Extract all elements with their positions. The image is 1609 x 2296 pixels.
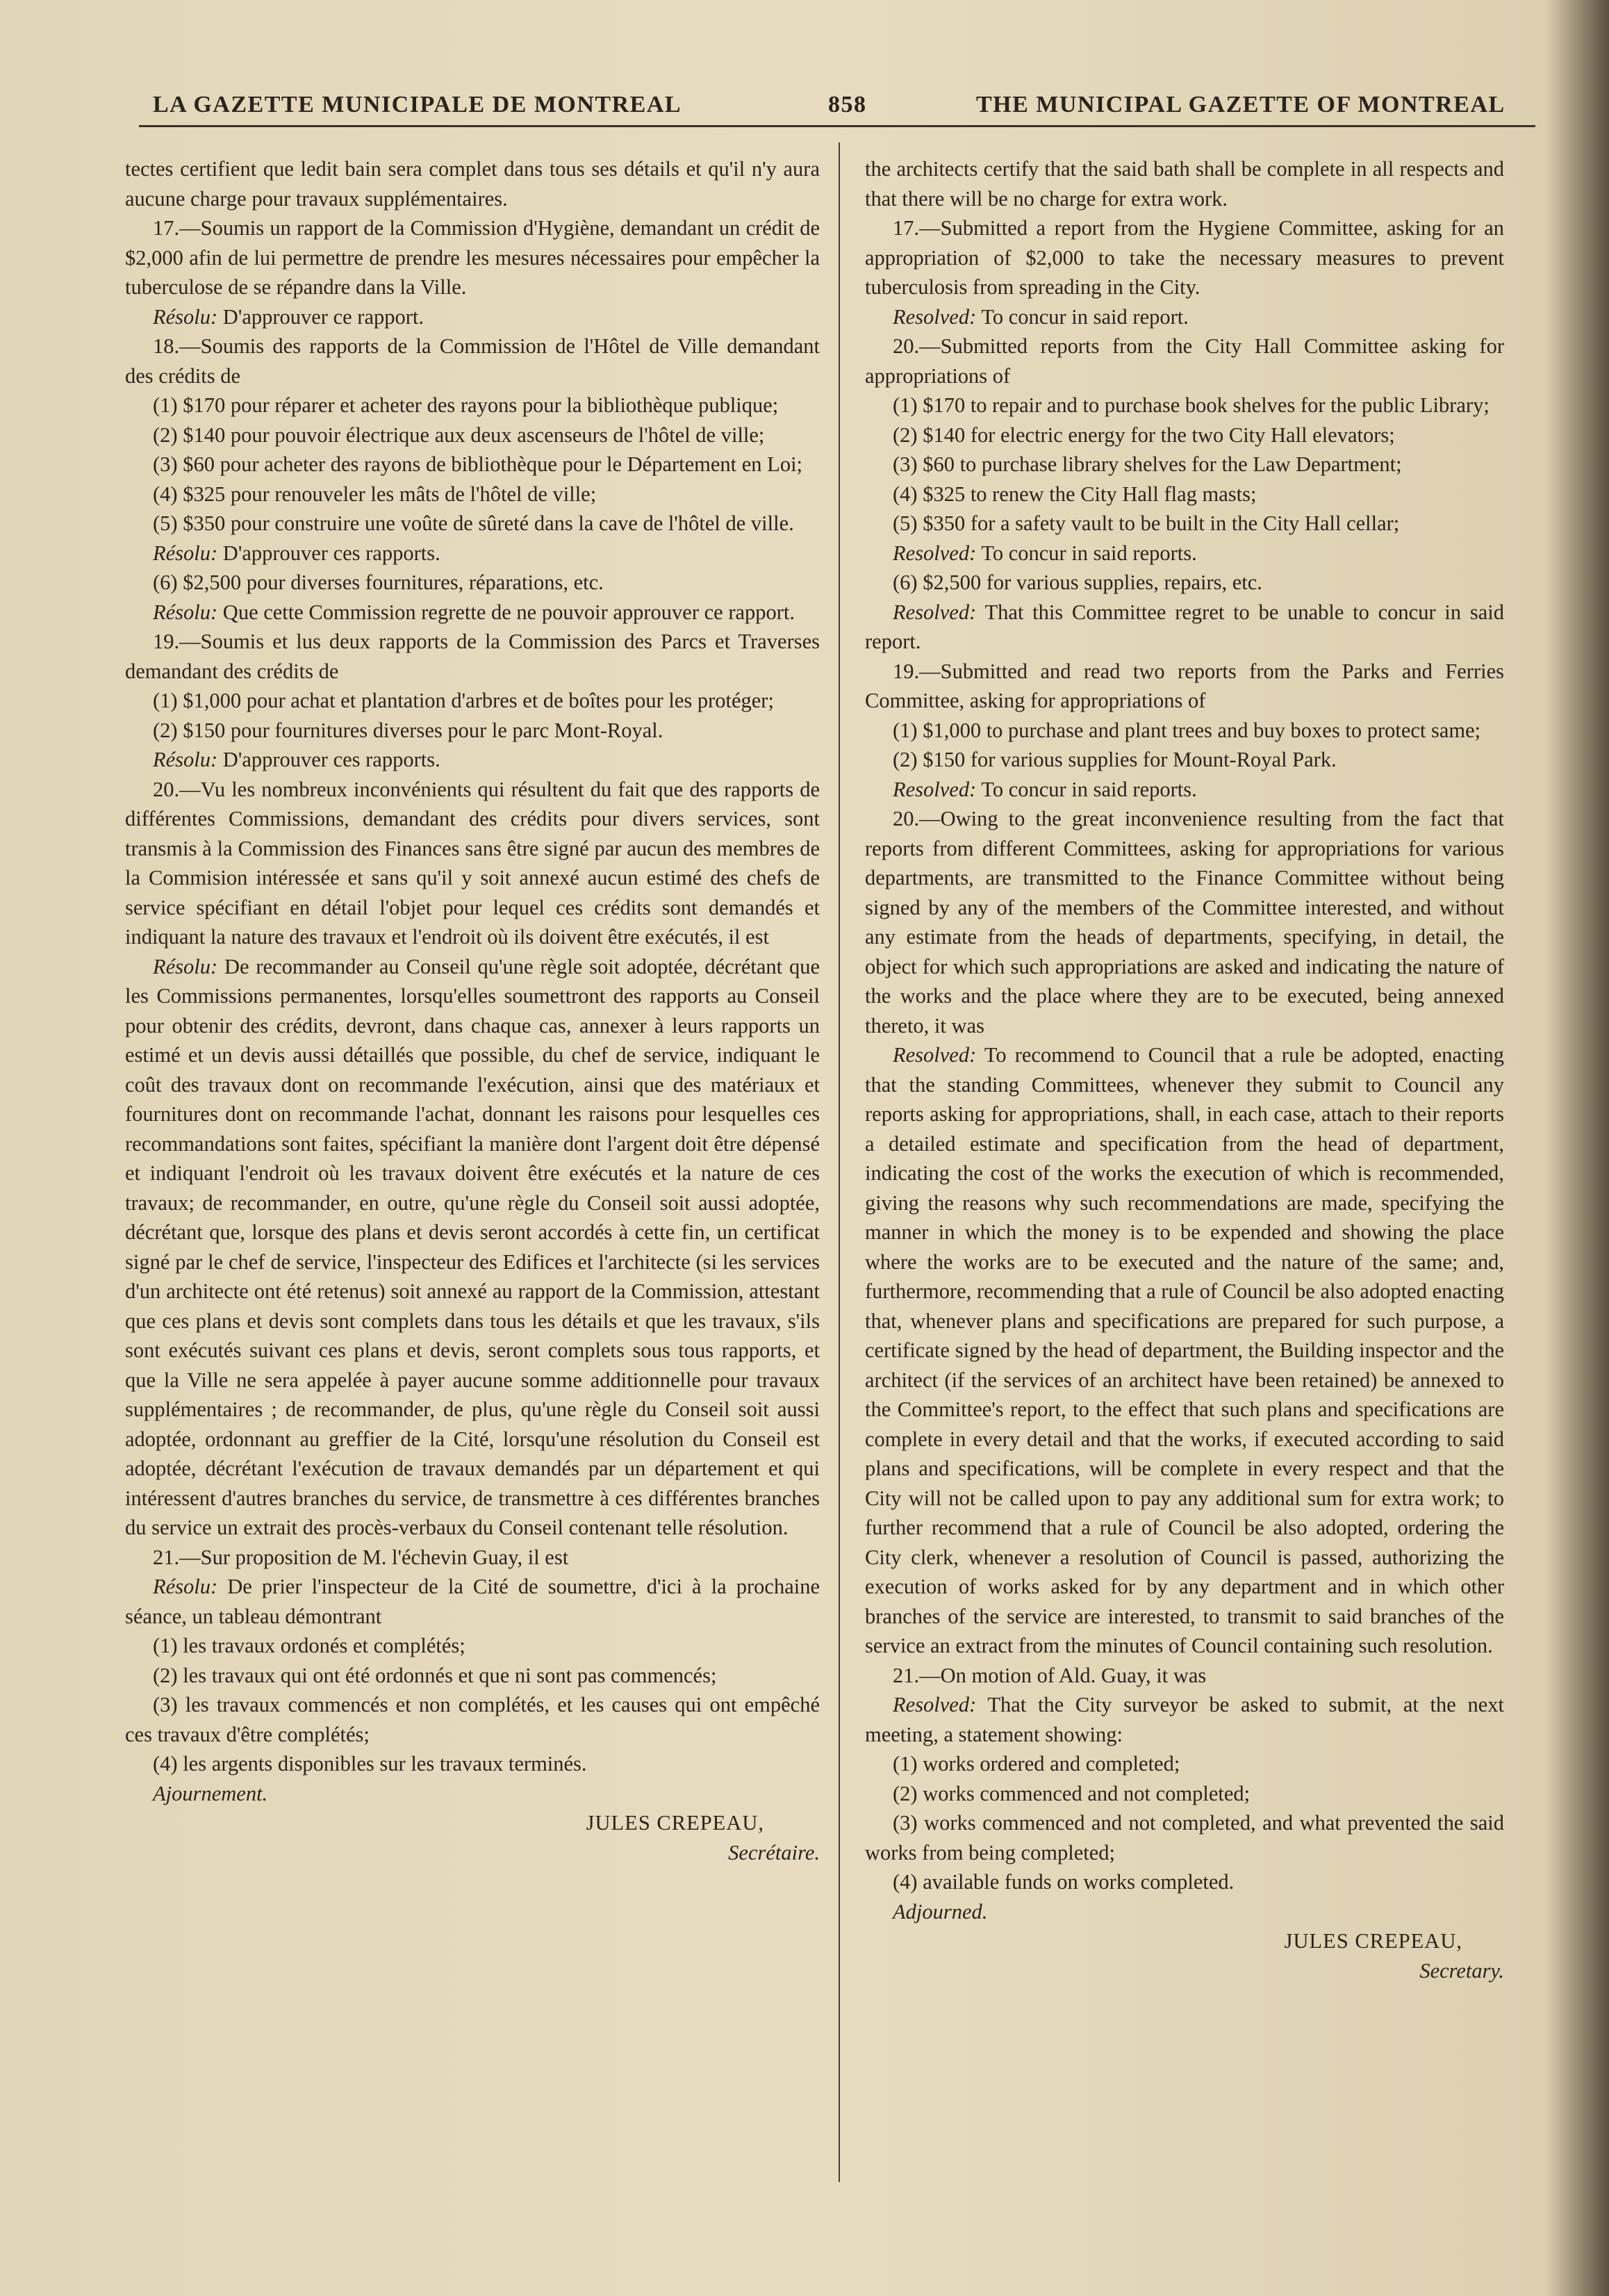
- resolution: [125, 1572, 820, 1631]
- list-item: (1) works ordered and completed;: [893, 1752, 1180, 1776]
- header-english-title: THE MUNICIPAL GAZETTE OF MONTREAL: [976, 92, 1505, 117]
- paragraph: 17.—Soumis un rapport de la Commission d'Hygiène, demandant un crédit de $2,000 afin de lui permettre de prendre les mesures nécessaires pour empêcher la tuberculose de se répandre dans la Ville.: [125, 216, 820, 299]
- resolution: [865, 775, 1504, 805]
- paragraph: 20.—Submitted reports from the City Hall Committee asking for appropriations of: [865, 334, 1504, 388]
- list-item: (2) works commenced and not completed;: [893, 1781, 1251, 1805]
- list-item: (3) $60 to purchase library shelves for the Law Department;: [893, 452, 1402, 476]
- resolution-text: That this Committee regret to be unable to concur in said report.: [865, 600, 1504, 653]
- list-item: (4) $325 to renew the City Hall flag masts;: [893, 482, 1257, 506]
- resolution-text: To concur in said reports.: [976, 541, 1197, 565]
- resolution-label: Resolved:: [893, 1043, 977, 1067]
- column-divider: [839, 142, 840, 2182]
- list-item: (2) $150 pour fournitures diverses pour le parc Mont-Royal.: [153, 718, 663, 742]
- resolution: [125, 302, 820, 332]
- signature-title: Secrétaire.: [728, 1840, 820, 1864]
- resolution-label: Resolved:: [893, 304, 977, 329]
- paragraph: 17.—Submitted a report from the Hygiene Committee, asking for an appropriation of $2,000 to take the necessary measures to prevent tuberculosis from spreading in the City.: [865, 216, 1504, 299]
- list-item: (5) $350 pour construire une voûte de sûreté dans la cave de l'hôtel de ville.: [153, 511, 794, 535]
- resolution-label: Résolu:: [153, 954, 218, 978]
- resolution-label: Resolved:: [893, 1693, 977, 1716]
- resolution-text: To recommend to Council that a rule be adopted, enacting that the standing Committees, whenever they submit to Council any reports asking for appropriations, shall, in each case, attach to their reports a detailed estimate and specification from the head of department, indicating the cost of the works the execution of which is recommended, giving the reasons why such recommendations are made, specifying the manner in which the money is to be expended and showing the place where the works are to be executed and the nature of the same; and, furthermore, recommending that a rule of Council be also adopted enacting that, whenever plans and specifications are prepared for such purpose, a certificate signed by the head of department, the Building inspector and the architect (if the services of an architect have been retained) be annexed to the Committee's report, to the effect that such plans and specifications are complete in every detail and that the works, if executed according to said plans and specifications, will be complete in every respect and that the City will not be called upon to pay any additional sum for extra work; to further recommend that a rule of Council be also adopted, ordering the City clerk, whenever a resolution of Council is passed, authorizing the execution of works asked for by any department and in which other branches of the service are interested, to transmit to said branches of the service an extract from the minutes of Council containing such resolution.: [865, 1043, 1504, 1657]
- paragraph: 19.—Soumis et lus deux rapports de la Commission des Parcs et Traverses demandant des crédits de: [125, 630, 820, 683]
- paragraph: tectes certifient que ledit bain sera complet dans tous ses détails et qu'il n'y aura aucune charge pour travaux supplémentaires.: [125, 157, 820, 211]
- resolution-label: Resolved:: [893, 777, 977, 801]
- resolution: [125, 952, 820, 1543]
- resolution-text: Que cette Commission regrette de ne pouvoir approuver ce rapport.: [217, 600, 795, 624]
- list-item: (4) les argents disponibles sur les travaux terminés.: [153, 1752, 587, 1776]
- page-number: 858: [828, 92, 867, 117]
- list-item: (1) $170 to repair and to purchase book shelves for the public Library;: [893, 393, 1490, 417]
- list-item: (3) les travaux commencés et non complétés, et les causes qui ont empêché ces travaux d'être complétés;: [125, 1693, 820, 1746]
- resolution-text: De prier l'inspecteur de la Cité de soumettre, d'ici à la prochaine séance, un tableau démontrant: [125, 1575, 820, 1628]
- list-item: (6) $2,500 for various supplies, repairs, etc.: [893, 571, 1262, 594]
- page-header: [146, 85, 1528, 124]
- list-item: (2) $140 for electric energy for the two City Hall elevators;: [893, 423, 1395, 447]
- resolution: [865, 302, 1504, 332]
- resolution: [865, 1690, 1504, 1749]
- resolution-text: D'approuver ces rapports.: [217, 748, 440, 771]
- list-item: (4) available funds on works completed.: [893, 1870, 1235, 1894]
- signature-name: JULES CREPEAU,: [586, 1811, 764, 1835]
- resolution-label: Résolu:: [153, 748, 218, 771]
- resolution: [865, 539, 1504, 568]
- header-rule: [139, 125, 1535, 127]
- resolution: [865, 1040, 1504, 1661]
- resolution-text: D'approuver ce rapport.: [217, 304, 424, 329]
- paragraph: 20.—Owing to the great inconvenience resulting from the fact that reports from different Committees, asking for appropriations for various departments, are transmitted to the Finance Committee without being signed by any of the members of the Committee interested, and without any estimate from the heads of departments, specifying, in detail, the object for which such appropriations are asked and indicating the nature of the works and the place where they are to be executed, being annexed thereto, it was: [865, 807, 1504, 1038]
- list-item: (2) $150 for various supplies for Mount-Royal Park.: [893, 748, 1337, 771]
- list-item: (1) $170 pour réparer et acheter des rayons pour la bibliothèque publique;: [153, 393, 779, 417]
- resolution-label: Resolved:: [893, 600, 977, 624]
- list-item: (1) $1,000 to purchase and plant trees and buy boxes to protect same;: [893, 718, 1481, 742]
- paragraph: 21.—On motion of Ald. Guay, it was: [893, 1663, 1207, 1687]
- list-item: (1) les travaux ordonés et complétés;: [153, 1634, 465, 1657]
- resolution-text: De recommander au Conseil qu'une règle soit adoptée, décrétant que les Commissions permanentes, lorsqu'elles soumettront des rapports au Conseil pour obtenir des crédits, devront, dans chaque cas, annexer à leurs rapports un estimé et un devis aussi détaillés que possible, du chef de service, indiquant le coût des travaux dont on recommande l'exécution, ainsi que des matériaux et fournitures dont on recommande l'achat, donnant les raisons pour lesquelles ces recommandations sont faites, spécifiant la manière dont l'argent doit être dépensé et indiquant l'endroit où les travaux doivent être exécutés et la nature de ces travaux; de recommander, en outre, qu'une règle du Conseil soit aussi adoptée, décrétant que, lorsque des plans et devis seront accordés à cette fin, un certificat signé par le chef de service, l'inspecteur des Edifices et l'architecte (si les services d'un architecte ont été retenus) soit annexé au rapport de la Commission, attestant que ces plans et devis sont complets dans tous les détails et que les travaux, s'ils sont exécutés suivant ces plans et devis, seront complets sous tous rapports, et que la Ville ne sera appelée à payer aucune somme additionnelle pour travaux supplémentaires ; de recommander, de plus, qu'une règle du Conseil soit aussi adoptée, ordonnant au greffier de la Cité, lorsqu'une résolution du Conseil est adoptée, décrétant l'exécution de travaux demandés par un département et qui intéressent d'autres branches du service, de transmettre à ces différentes branches du service un extrait des procès-verbaux du Conseil contenant telle résolution.: [125, 954, 820, 1539]
- resolution: [125, 745, 820, 775]
- resolution: [125, 539, 820, 568]
- resolution-label: Résolu:: [153, 304, 218, 329]
- paragraph: 18.—Soumis des rapports de la Commission de l'Hôtel de Ville demandant des crédits de: [125, 334, 820, 388]
- resolution-label: Resolved:: [893, 541, 977, 565]
- paragraph: the architects certify that the said bath shall be complete in all respects and that there will be no charge for extra work.: [865, 157, 1504, 211]
- paragraph: 21.—Sur proposition de M. l'échevin Guay, il est: [153, 1545, 569, 1569]
- resolution-text: To concur in said report.: [976, 304, 1189, 329]
- adjournment: Adjourned.: [893, 1899, 988, 1924]
- list-item: (4) $325 pour renouveler les mâts de l'hôtel de ville;: [153, 482, 597, 506]
- resolution-label: Résolu:: [153, 600, 218, 624]
- resolution-label: Résolu:: [153, 541, 218, 565]
- list-item: (1) $1,000 pour achat et plantation d'arbres et de boîtes pour les protéger;: [153, 689, 774, 712]
- list-item: (3) $60 pour acheter des rayons de bibliothèque pour le Département en Loi;: [153, 452, 803, 476]
- header-french-title: LA GAZETTE MUNICIPALE DE MONTREAL: [153, 92, 682, 117]
- adjournment: Ajournement.: [153, 1781, 268, 1805]
- paragraph: 19.—Submitted and read two reports from the Parks and Ferries Committee, asking for appropriations of: [865, 659, 1504, 712]
- french-column: [125, 154, 820, 1867]
- list-item: (2) $140 pour pouvoir électrique aux deux ascenseurs de l'hôtel de ville;: [153, 423, 765, 447]
- list-item: (2) les travaux qui ont été ordonnés et que ni sont pas commencés;: [153, 1663, 717, 1687]
- list-item: (5) $350 for a safety vault to be built in the City Hall cellar;: [893, 511, 1400, 535]
- resolution: [125, 598, 820, 628]
- signature-title: Secretary.: [1419, 1958, 1504, 1983]
- resolution-label: Résolu:: [153, 1575, 218, 1598]
- paragraph: 20.—Vu les nombreux inconvénients qui résultent du fait que des rapports de différentes Commissions, demandant des crédits pour divers services, sont transmis à la Commission des Finances sans être signé par aucun des membres de la Commision intéressée et sans qu'il y soit annexé aucun estimé des chefs de service spécifiant en détail l'objet pour lequel ces crédits sont demandés et indiquant la nature des travaux et l'endroit où ils doivent être exécutés, il est: [125, 777, 820, 949]
- list-item: (3) works commenced and not completed, and what prevented the said works from being completed;: [865, 1811, 1504, 1864]
- resolution-text: D'approuver ces rapports.: [217, 541, 440, 565]
- resolution-text: That the City surveyor be asked to submit, at the next meeting, a statement showing:: [865, 1693, 1504, 1746]
- resolution: [865, 598, 1504, 657]
- signature-name: JULES CREPEAU,: [1284, 1929, 1462, 1953]
- resolution-text: To concur in said reports.: [976, 777, 1197, 801]
- english-column: [865, 154, 1504, 1985]
- list-item: (6) $2,500 pour diverses fournitures, réparations, etc.: [153, 571, 604, 594]
